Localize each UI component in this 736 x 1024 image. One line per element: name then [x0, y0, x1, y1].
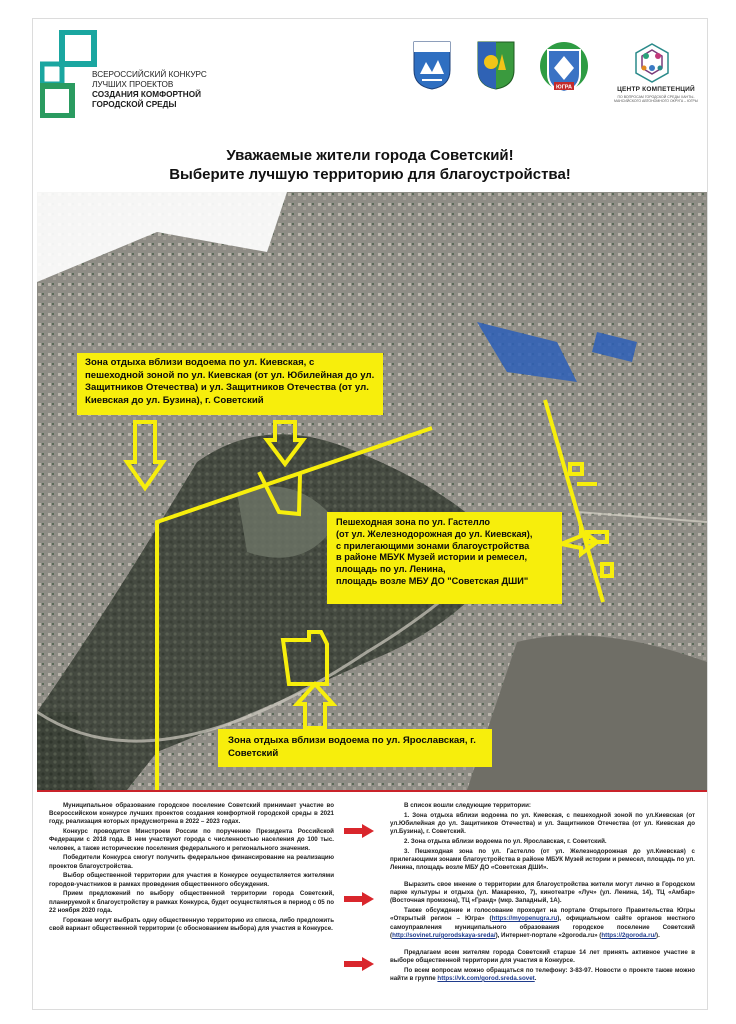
red-arrow-icon — [344, 957, 374, 971]
title-line-2: Выберите лучшую территорию для благоустройства! — [169, 166, 571, 183]
text-fragment: . — [534, 974, 537, 982]
logo-line-4: ГОРОДСКОЙ СРЕДЫ — [92, 100, 177, 109]
info-section — [37, 790, 707, 1010]
text-fragment: Также обсуждение и голосование проходит на портале Открытого Правительства Югры «Открытый регион – Югра» ( — [390, 907, 695, 923]
emblem-badge: ЮГРА — [556, 84, 572, 91]
territories-intro: В список вошли следующие территории: — [404, 802, 531, 809]
title-line-1: Уважаемые жители города Советский! — [226, 147, 514, 164]
contest-logo-text — [92, 70, 262, 110]
info-paragraph: Победители Конкурса смогут получить федеральное финансирование на реализацию проектов благоустройства. — [49, 854, 334, 870]
logo-line-1: ВСЕРОССИЙСКИЙ КОНКУРС — [92, 70, 207, 79]
link-sovinet[interactable]: http://sovinet.ru/gorodskaya-sreda/ — [392, 931, 496, 939]
map-imagery — [37, 192, 707, 790]
sovetsky-city-emblem-icon — [476, 40, 516, 90]
gastello-line-5: площадь по ул. Ленина, — [336, 564, 446, 575]
competence-center-title: ЦЕНТР КОМПЕТЕНЦИЙ — [617, 86, 695, 93]
online-voting — [390, 907, 695, 940]
contest-logo — [40, 28, 240, 120]
territory-item: 1. Зона отдыха вблизи водоема по ул. Киевская, с пешеходной зоной по ул.Киевская (от ул.Юбилейная до ул. Защитников Отечества) и ул. Защитников Отечества (от ул. Киевская до ул.Бузина), г. Советский. — [390, 811, 695, 836]
invitation: Предлагаем всем жителям города Советский старше 14 лет принять активное участие в выборе общественной территории для участия в Конкурсе. — [390, 948, 695, 964]
info-left-column — [49, 802, 334, 935]
info-paragraph: Горожане могут выбрать одну общественную территорию из списка, либо предложить свой вариант общественной территории (с обоснованием выбора) для участия в Конкурсе. — [49, 916, 334, 932]
red-arrow-icon — [344, 824, 374, 838]
callout-zone-yaroslavskaya: Зона отдыха вблизи водоема по ул. Ярославская, г. Советский — [218, 729, 492, 767]
emblems-row — [410, 40, 700, 110]
info-right-column — [390, 802, 695, 985]
ugra-emblem-icon — [538, 40, 590, 96]
text-fragment: ), Интернет-портале «2goroda.ru» ( — [495, 931, 602, 939]
text-fragment: ). — [656, 931, 660, 939]
gastello-line-4: в районе МБУК Музей истории и ремесел, — [336, 552, 528, 563]
gastello-line-2: (от ул. Железнодорожная до ул. Киевская), — [336, 528, 533, 539]
callout-zone-kievskaya: Зона отдыха вблизи водоема по ул. Киевская, с пешеходной зоной по ул. Киевская (от ул. Юбилейная до ул. Защитников Отечества) и ул. Защитников Отечества (от ул. Киевская до ул. Бузина), г. Советский — [77, 353, 383, 415]
info-paragraph: Выбор общественной территории для участия в Конкурсе осуществляется жителями городов-участников в рамках проведения общественного обсуждения. — [49, 872, 334, 888]
vote-locations: Выразить свое мнение о территории для благоустройства жители могут лично в Городском парке культуры и отдыха (ул. Макаренко, 7), кинотеатре «Луч» (ул. Ленина, 14), ТЦ «Амбар» (Восточная промзона), ТЦ «Гранд» (мкр. Западный, 1А). — [390, 881, 695, 905]
territory-item: 2. Зона отдыха вблизи водоема по ул. Ярославская, г. Советский. — [404, 838, 607, 845]
text-fragment: ), официальном сайте органов местного самоуправления муниципального образования городское поселение Советский ( — [390, 915, 695, 939]
logo-line-2: ЛУЧШИХ ПРОЕКТОВ — [92, 80, 174, 89]
logo-line-3: СОЗДАНИЯ КОМФОРТНОЙ — [92, 90, 201, 99]
gastello-line-3: с прилегающими зонами благоустройства — [336, 540, 530, 551]
callout-zone-gastello — [327, 512, 562, 604]
gastello-line-6: площадь возле МБУ ДО "Советская ДШИ" — [336, 575, 529, 586]
info-paragraph: Муниципальное образование городское поселение Советский принимает участие во Всероссийском конкурсе лучших проектов создания комфортной городской среды в 2021 году, реализация которых предусмотрена в 2022 – 2023 годах. — [49, 802, 334, 826]
link-vk-group[interactable]: https://vk.com/gorod.sreda.sovet — [437, 974, 535, 982]
contact-info — [390, 967, 695, 983]
competence-center-subtitle: ПО ВОПРОСАМ ГОРОДСКОЙ СРЕДЫ ХАНТЫ-МАНСИЙСКОГО АВТОНОМНОГО ОКРУГА – ЮГРЫ — [614, 95, 698, 104]
link-myopenugra[interactable]: https://myopenugra.ru — [491, 915, 558, 923]
satellite-map — [37, 192, 707, 790]
competence-center-icon — [632, 42, 672, 84]
info-paragraph: Конкурс проводится Минстроем России по поручению Президента Российской Федерации с 2018 года. В нем участвуют города с численностью населения до 100 тыс. человек, а также исторические поселения федерального и регионального значения. — [49, 828, 334, 852]
page-title — [40, 146, 700, 184]
sovetsky-district-emblem-icon — [412, 40, 452, 90]
territory-item: 3. Пешеходная зона по ул. Гастелло (от ул. Железнодорожная до ул.Киевская) с прилегающими зонами благоустройства в районе МБУК Музей истории и ремесел, площадь по ул. Ленина, площадь возле МБУ ДО «Советская ДШИ». — [390, 847, 695, 872]
link-2goroda[interactable]: https://2goroda.ru/ — [601, 931, 657, 939]
info-paragraph: Прием предложений по выбору общественной территории города Советский, планируемой к благоустройству в рамках Конкурса, будет осуществляться в период с 05 по 22 ноября 2020 года. — [49, 890, 334, 914]
text-fragment: По всем вопросам можно обращаться по телефону: 3-83-97. Новости о проекте также можно найти в группе — [390, 966, 695, 982]
red-arrow-icon — [344, 892, 374, 906]
gastello-line-1: Пешеходная зона по ул. Гастелло — [336, 517, 491, 527]
